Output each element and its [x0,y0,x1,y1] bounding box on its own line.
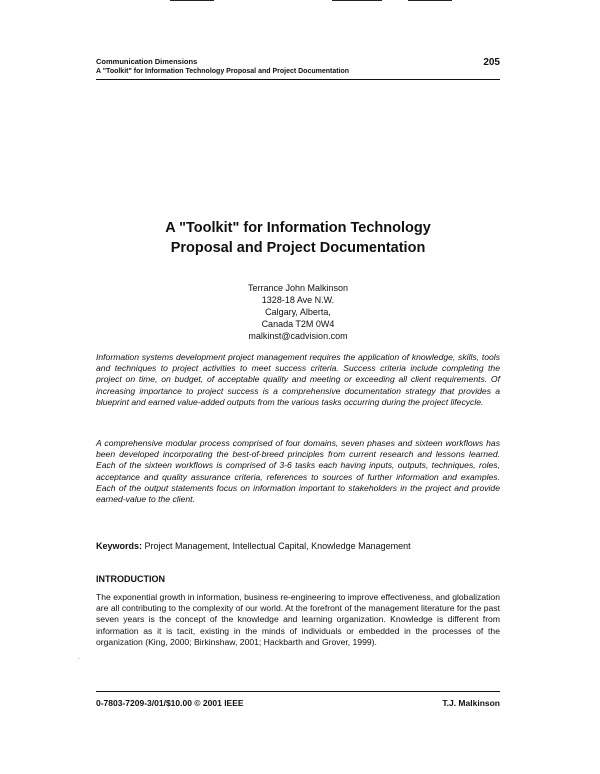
header-rule [96,79,500,80]
abstract-paragraph-2: A comprehensive modular process comprised of four domains, seven phases and sixteen workflows has been developed incorporating the best-of-breed principles from current research and lessons learned. Each of the sixteen workflows is comprised of 3-6 tasks each having inputs, outputs, techniques, roles, acceptance and quality assurance criteria, references to sources of further information and examples. Each of the output statements focus on information important to stakeholders in the project and provide earned-value to the client. [96,438,500,505]
scan-artifact-dot: · [78,656,80,662]
section-heading-introduction: INTRODUCTION [96,574,165,584]
scan-artifact-line [170,0,214,1]
scan-artifact-line [332,0,382,1]
abstract-paragraph-1: Information systems development project management requires the application of knowledge, skills, tools and techniques to project activities to meet success criteria. Success criteria include completing the project on time, on budget, of acceptable quality and meeting or exceeding all client requirements. Of increasing importance to project success is a comprehensive documentation strategy that provides a blueprint and earned value-added outputs from the various tasks occurring during the project lifecycle. [96,352,500,407]
author-street: 1328-18 Ave N.W. [261,295,335,305]
running-head-paper-title: A "Toolkit" for Information Technology Proposal and Project Documentation [96,68,350,75]
page-footer [96,691,500,711]
scan-artifact-line [408,0,452,1]
author-country: Canada T2M 0W4 [261,319,335,329]
paper-title [96,218,500,258]
keywords-text: Project Management, Intellectual Capital, Knowledge Management [142,541,411,551]
author-name: Terrance John Malkinson [247,283,349,293]
footer-author: T.J. Malkinson [442,698,500,708]
keywords [96,540,500,552]
author-email: malkinst@cadvision.com [248,331,348,341]
page-number: 205 [483,57,500,68]
author-city: Calgary, Alberta, [265,307,331,317]
footer-copyright: 0-7803-7209-3/01/$10.00 © 2001 IEEE [96,698,244,708]
author-block [96,282,500,342]
paper-title-line-1: A "Toolkit" for Information Technology [165,220,431,236]
keywords-label: Keywords: [96,541,143,551]
paper-title-line-2: Proposal and Project Documentation [170,240,426,256]
running-head-journal: Communication Dimensions [96,57,198,66]
introduction-paragraph: The exponential growth in information, business re-engineering to improve effectiveness, and globalization are all contributing to the complexity of our world. At the forefront of the management literature for the past seven years is the concept of the knowledge and learning organization. Knowledge is different from information as it is tacit, existing in the minds of individuals or embedded in the processes of the organization (King, 2000; Birkinshaw, 2001; Hackbarth and Grover, 1999). [96,592,500,647]
footer-rule [96,691,500,692]
running-head [96,57,500,76]
